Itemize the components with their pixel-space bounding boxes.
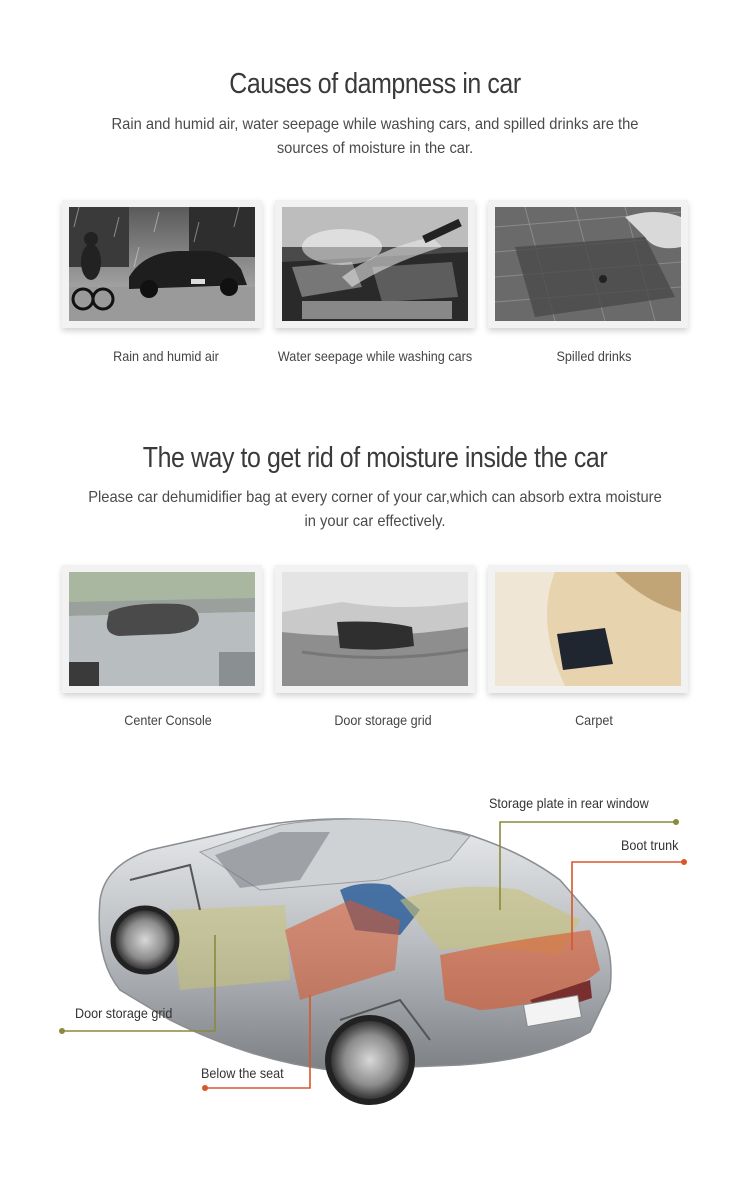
photo-spilled-drinks <box>488 200 688 328</box>
callout-rear-window: Storage plate in rear window <box>489 795 649 811</box>
rear-wheel <box>328 1018 412 1102</box>
caption-carpet: Carpet <box>575 712 613 728</box>
photo-center-console <box>62 565 262 693</box>
callout-below-seat: Below the seat <box>201 1065 284 1081</box>
section1-title: Causes of dampness in car <box>229 68 521 100</box>
section1-description: Rain and humid air, water seepage while washing cars, and spilled drinks are the sources of moisture in the car. <box>111 116 639 157</box>
photo-carpet <box>488 565 688 693</box>
photo-door-storage-grid <box>275 565 475 693</box>
front-wheel <box>113 908 177 972</box>
caption-rain-humid-air: Rain and humid air <box>113 348 219 364</box>
section2-title: The way to get rid of moisture inside the car <box>142 442 608 474</box>
photo-water-seepage-washing <box>275 200 475 328</box>
photo-rain-humid-air <box>62 200 262 328</box>
door-storage-highlight <box>170 905 290 990</box>
caption-center-console: Center Console <box>124 712 212 728</box>
callout-boot-trunk: Boot trunk <box>621 837 679 853</box>
caption-door-storage-grid: Door storage grid <box>334 712 432 728</box>
car-placement-diagram <box>0 770 750 1183</box>
caption-spilled-drinks: Spilled drinks <box>556 348 632 364</box>
section2-description: Please car dehumidifier bag at every corner of your car,which can absorb extra moisture in your car effectively. <box>88 489 662 530</box>
callout-door-storage: Door storage grid <box>75 1005 173 1021</box>
caption-water-seepage-washing: Water seepage while washing cars <box>277 348 473 364</box>
